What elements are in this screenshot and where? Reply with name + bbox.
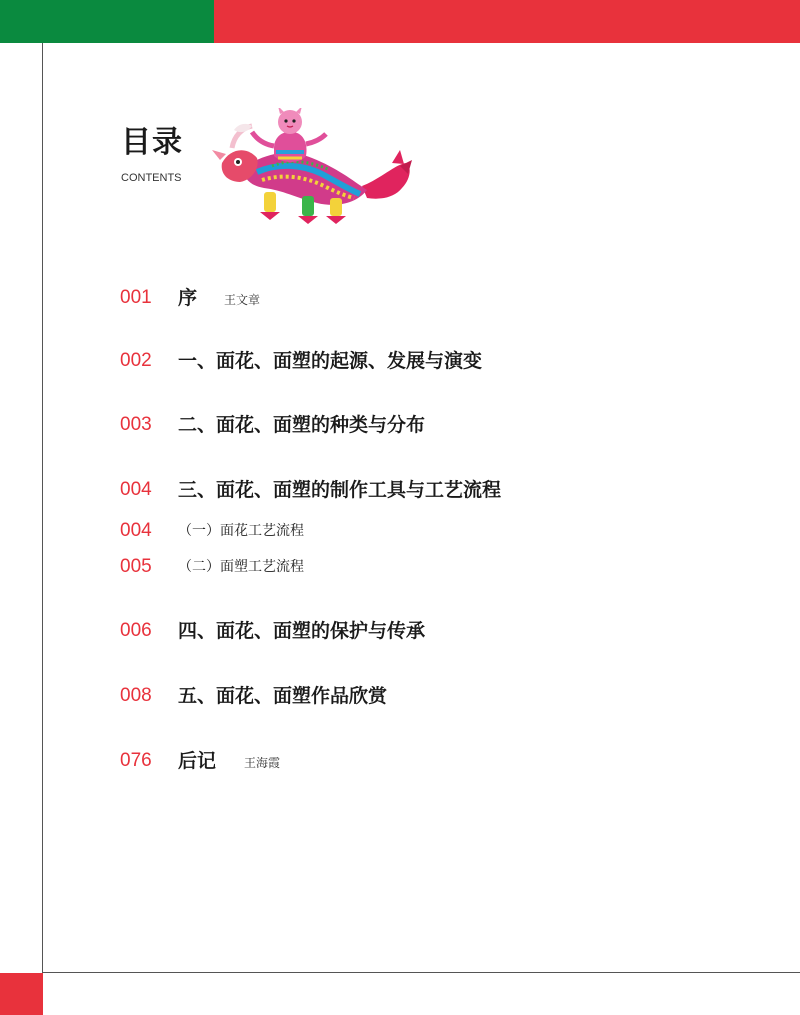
toc-page-number: 006 <box>120 620 152 641</box>
toc-title: （二）面塑工艺流程 <box>178 559 304 575</box>
toc-title: 后记 <box>178 750 217 772</box>
bottom-margin-rule <box>42 972 800 973</box>
toc-page-number: 002 <box>120 350 152 371</box>
left-margin-rule <box>42 43 43 972</box>
toc-author: 王文章 <box>224 293 261 307</box>
toc-entry-section-3-2[interactable] <box>0 554 800 584</box>
toc-entry-preface[interactable] <box>0 285 800 315</box>
page-subtitle: CONTENTS <box>121 172 182 184</box>
toc-author: 王海霞 <box>244 756 281 770</box>
page-title: 目录 <box>121 125 183 160</box>
bottom-left-corner-block <box>0 973 43 1015</box>
toc-title: 二、面花、面塑的种类与分布 <box>178 414 426 436</box>
top-green-band <box>0 0 214 43</box>
toc-page-number: 005 <box>120 556 152 577</box>
toc-title: 一、面花、面塑的起源、发展与演变 <box>178 350 483 372</box>
toc-entry-chapter-5[interactable] <box>0 683 800 713</box>
toc-page-number: 004 <box>120 479 152 500</box>
toc-page-number: 076 <box>120 750 152 771</box>
toc-page-number: 008 <box>120 685 152 706</box>
toc-page-number: 003 <box>120 414 152 435</box>
toc-entry-chapter-3[interactable] <box>0 477 800 507</box>
toc-page-number: 004 <box>120 520 152 541</box>
toc-entry-afterword[interactable] <box>0 748 800 778</box>
dough-figure-illustration <box>212 108 417 233</box>
toc-title: 三、面花、面塑的制作工具与工艺流程 <box>178 479 502 501</box>
toc-entry-section-3-1[interactable] <box>0 518 800 548</box>
toc-entry-chapter-2[interactable] <box>0 412 800 442</box>
top-red-band <box>214 0 800 43</box>
toc-title: 四、面花、面塑的保护与传承 <box>178 620 426 642</box>
toc-page-number: 001 <box>120 287 152 308</box>
toc-title: （一）面花工艺流程 <box>178 523 304 539</box>
toc-entry-chapter-1[interactable] <box>0 348 800 378</box>
toc-entry-chapter-4[interactable] <box>0 618 800 648</box>
toc-title: 序 <box>178 287 198 309</box>
toc-title: 五、面花、面塑作品欣赏 <box>178 685 388 707</box>
